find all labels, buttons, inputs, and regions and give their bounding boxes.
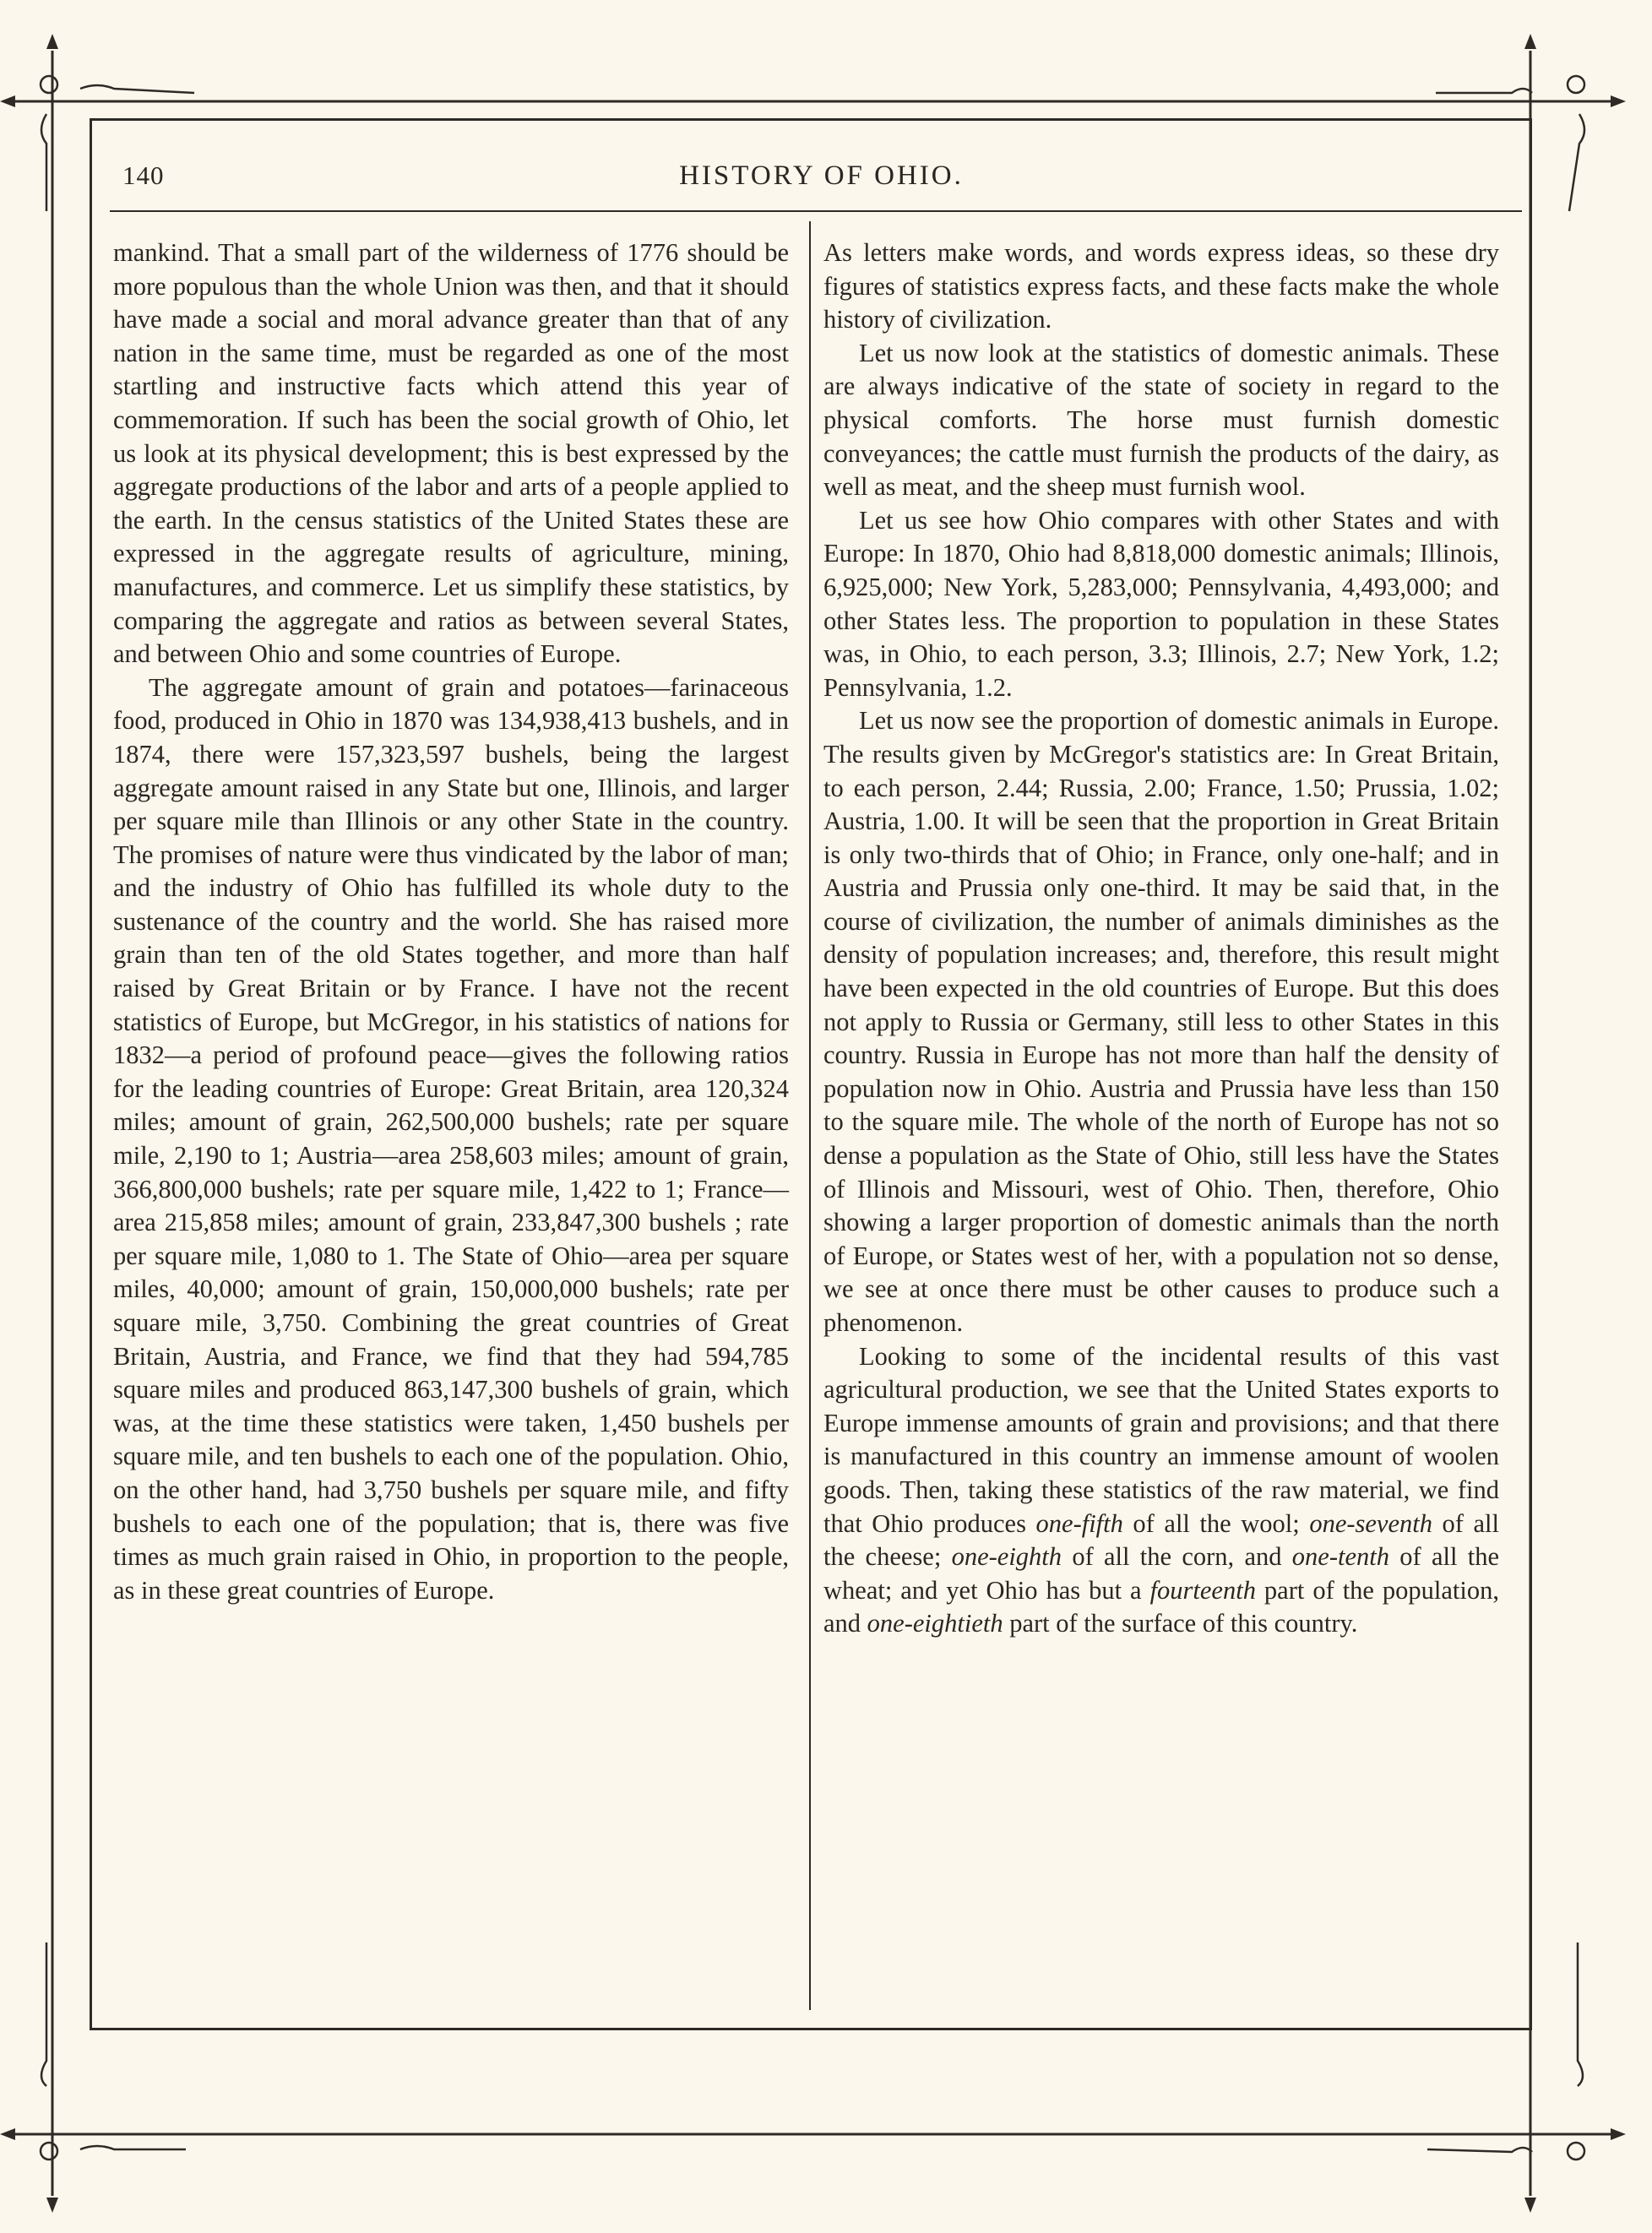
emphasis: one-eighth: [951, 1542, 1062, 1572]
running-title: HISTORY OF OHIO.: [679, 160, 964, 191]
text-run: part of the surface of this country.: [1003, 1609, 1358, 1638]
right-column: [823, 236, 1499, 1641]
paragraph: Let us see how Ohio compares with other States and with Europe: In 1870, Ohio had 8,818,000 domestic animals; Illinois, 6,925,000; New York, 5,283,000; Pennsylvania, 4,493,000; and other States less. The proportion to population in these States was, in Ohio, to each person, 3.3; Illinois, 2.7; New York, 1.2; Pennsylvania, 1.2.: [823, 505, 1499, 702]
column-divider: [809, 221, 811, 2010]
paragraph: mankind. That a small part of the wilderness of 1776 should be more populous than the whole Union was then, and that it should have made a social and moral advance greater than that of any nation in the same time, must be regarded as one of the most startling and instructive facts which attend this year of commemoration. If such has been the social growth of Ohio, let us look at its physical development; this is best expressed by the aggregate productions of the labor and arts of a people applied to the earth. In the census statistics of the United States these are expressed in the aggregate results of agriculture, mining, manufactures, and commerce. Let us simplify these statistics, by comparing the aggregate and ratios as between several States, and between Ohio and some countries of Europe.: [113, 238, 789, 669]
text-run: of all the wheat; and yet Ohio has but a: [823, 1542, 1499, 1605]
paragraph: Let us now look at the statistics of domestic animals. These are always indicative of the state of society in regard to the physical comforts. The horse must furnish domestic conveyances; the cattle must furnish the products of the dairy, as well as meat, and the sheep must furnish wool.: [823, 338, 1499, 502]
paragraph: As letters make words, and words express ideas, so these dry figures of statistics express facts, and these facts make the whole history of civilization.: [823, 238, 1499, 334]
emphasis: one-tenth: [1291, 1542, 1389, 1572]
paragraph: The aggregate amount of grain and potatoes—farinaceous food, produced in Ohio in 1870 was 134,938,413 bushels, and in 1874, there were 157,323,597 bushels, being the largest aggregate amount raised in any State but one, Illinois, and larger per square mile than Illinois or any other State in the country. The promises of nature were thus vindicated by the labor of man; and the industry of Ohio has fulfilled its whole duty to the sustenance of the country and the world. She has raised more grain than ten of the old States together, and more than half raised by Great Britain or by France. I have not the recent statistics of Europe, but McGregor, in his statistics of nations for 1832—a period of profound peace—gives the following ratios for the leading countries of Europe: Great Britain, area 120,324 miles; amount of grain, 262,500,000 bushels; rate per square mile, 2,190 to 1; Austria—area 258,603 miles; amount of grain, 366,800,000 bushels; rate per square mile, 1,422 to 1; France—area 215,858 miles; amount of grain, 233,847,300 bushels ; rate per square mile, 1,080 to 1. The State of Ohio—area per square miles, 40,000; amount of grain, 150,000,000 bushels; rate per square mile, 3,750. Combining the great countries of Great Britain, Austria, and France, we find that they had 594,785 square miles and produced 863,147,300 bushels of grain, which was, at the time these statistics were taken, 1,450 bushels per square mile, and ten bushels to each one of the population. Ohio, on the other hand, had 3,750 bushels per square mile, and fifty bushels to each one of the population; that is, there was five times as much grain raised in Ohio, in proportion to the people, as in these great countries of Europe.: [113, 672, 789, 1605]
text-run: of all the wool;: [1122, 1508, 1310, 1538]
text-run: of all the corn, and: [1062, 1542, 1292, 1572]
emphasis: one-eightieth: [867, 1609, 1003, 1638]
page-number: 140: [122, 160, 165, 190]
emphasis: fourteenth: [1149, 1575, 1256, 1605]
text-run: of all the cheese;: [823, 1508, 1499, 1572]
text-run: part of the population, and: [823, 1575, 1500, 1638]
text-run: Looking to some of the incidental results of this vast agricultural production, we see that the United States exports to Europe immense amounts of grain and provisions; and that there is manufactured in this country an immense amount of woolen goods. Then, taking these statistics of the raw material, we find that Ohio produces: [823, 1341, 1499, 1538]
paragraph: Let us now see the proportion of domestic animals in Europe. The results given by McGregor's statistics are: In Great Britain, to each person, 2.44; Russia, 2.00; France, 1.50; Prussia, 1.02; Austria, 1.00. It will be seen that the proportion in Great Britain is only two-thirds that of Ohio; in France, only one-half; and in Austria and Prussia only one-third. It may be said that, in the course of civilization, the number of animals diminishes as the density of population increases; and, therefore, this result might have been expected in the old countries of Europe. But this does not apply to Russia or Germany, still less to other States in this country. Russia in Europe has not more than half the density of population now in Ohio. Austria and Prussia have less than 150 to the square mile. The whole of the north of Europe has not so dense a population as the State of Ohio, still less have the States of Illinois and Missouri, west of Ohio. Then, therefore, Ohio showing a larger proportion of domestic animals than the north of Europe, or States west of her, with a population not so dense, we see at once there must be other causes to produce such a phenomenon.: [823, 706, 1499, 1337]
paragraph: [823, 1340, 1499, 1641]
emphasis: one-fifth: [1035, 1508, 1123, 1538]
emphasis: one-seventh: [1309, 1508, 1432, 1538]
page-header: [122, 160, 1520, 201]
header-rule: [110, 210, 1522, 212]
left-column: [113, 236, 789, 1607]
